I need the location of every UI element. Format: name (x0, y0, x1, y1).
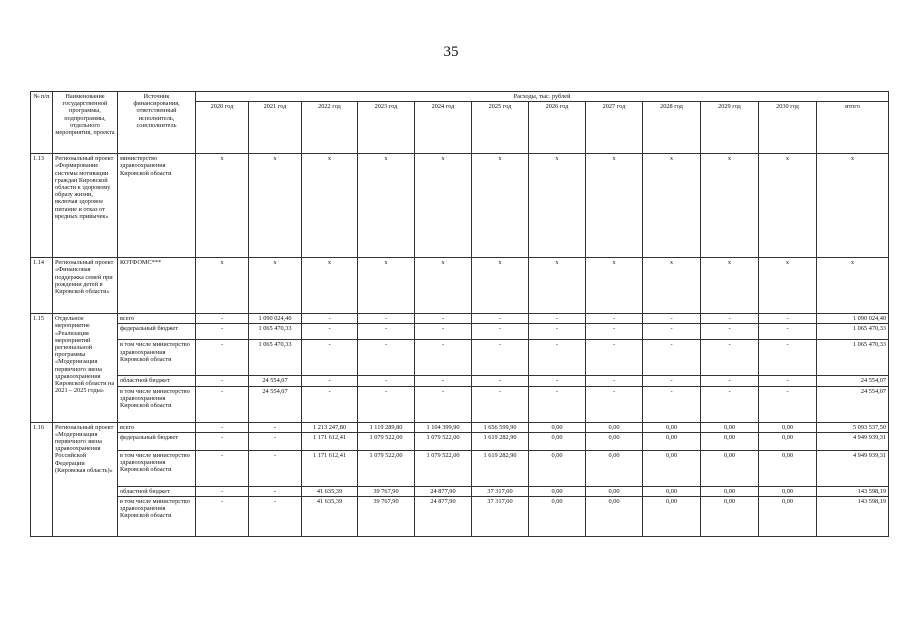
cell-value: - (196, 432, 249, 450)
cell-value: 1 171 612,41 (302, 432, 358, 450)
cell-value: x (249, 258, 302, 314)
cell-value: - (302, 340, 358, 376)
cell-value: x (529, 258, 586, 314)
cell-value: x (472, 154, 529, 258)
cell-value: 0,00 (643, 432, 701, 450)
cell-value: 41 635,39 (302, 486, 358, 496)
cell-value: - (701, 376, 759, 386)
cell-value: x (759, 258, 817, 314)
cell-value: x (643, 258, 701, 314)
cell-value: - (586, 314, 643, 324)
cell-value: - (472, 324, 529, 340)
cell-value: - (358, 386, 415, 422)
cell-value: - (643, 340, 701, 376)
cell-value: - (643, 386, 701, 422)
cell-value: 1 171 612,41 (302, 450, 358, 486)
cell-value: 24 877,90 (415, 497, 472, 537)
cell-value: 0,00 (586, 497, 643, 537)
cell-value: 0,00 (643, 450, 701, 486)
header-year: 2030 год (759, 102, 817, 154)
cell-value: - (586, 376, 643, 386)
table-row (31, 432, 889, 450)
cell-value: - (415, 314, 472, 324)
cell-value: - (472, 386, 529, 422)
cell-value: x (643, 154, 701, 258)
cell-total: 143 598,19 (817, 486, 889, 496)
cell-value: x (586, 258, 643, 314)
cell-value: x (196, 258, 249, 314)
cell-value: - (643, 314, 701, 324)
budget-table (30, 91, 889, 537)
cell-value: 1 104 399,90 (415, 422, 472, 432)
row-source: в том числе министерство здравоохранения Кировской области (118, 497, 196, 537)
cell-value: - (701, 324, 759, 340)
cell-value: - (701, 314, 759, 324)
cell-total: 4 949 939,31 (817, 450, 889, 486)
table-row (31, 376, 889, 386)
cell-value: - (415, 386, 472, 422)
header-year: 2027 год (586, 102, 643, 154)
cell-value: - (415, 340, 472, 376)
cell-value: 1 079 522,00 (358, 450, 415, 486)
cell-value: 0,00 (586, 422, 643, 432)
cell-value: - (586, 340, 643, 376)
cell-value: 41 635,39 (302, 497, 358, 537)
table-row (31, 386, 889, 422)
cell-value: - (759, 314, 817, 324)
cell-value: - (759, 376, 817, 386)
table-row (31, 450, 889, 486)
cell-value: - (358, 314, 415, 324)
row-source: областной бюджет (118, 376, 196, 386)
table-row (31, 340, 889, 376)
cell-value: - (701, 386, 759, 422)
cell-value: - (472, 340, 529, 376)
row-number: 1.16 (31, 422, 53, 536)
cell-value: - (759, 340, 817, 376)
row-source: федеральный бюджет (118, 324, 196, 340)
cell-value: - (302, 314, 358, 324)
cell-value: 37 317,00 (472, 486, 529, 496)
cell-value: 0,00 (701, 486, 759, 496)
row-number: 1.13 (31, 154, 53, 258)
row-name: Отдельное мероприятие «Реализация мероприятий региональной программы «Модернизация первичного звена здравоохранения Кировской области на 2021 – 2025 годы» (53, 314, 118, 422)
row-source: в том числе министерство здравоохранения Кировской области (118, 450, 196, 486)
cell-value: 1 065 470,33 (249, 340, 302, 376)
cell-value: - (249, 450, 302, 486)
cell-value: - (759, 324, 817, 340)
cell-value: 0,00 (759, 486, 817, 496)
header-year: 2022 год (302, 102, 358, 154)
header-year: 2029 год (701, 102, 759, 154)
cell-value: x (196, 154, 249, 258)
cell-value: 0,00 (586, 450, 643, 486)
header-year: 2025 год (472, 102, 529, 154)
table-row (31, 258, 889, 314)
cell-value: 0,00 (529, 432, 586, 450)
cell-value: - (196, 497, 249, 537)
table-row (31, 324, 889, 340)
cell-value: - (196, 314, 249, 324)
cell-value: - (643, 324, 701, 340)
cell-value: 0,00 (529, 497, 586, 537)
header-source: Источник финансирования, ответственный исполнитель, соисполнитель (118, 92, 196, 154)
cell-value: - (415, 324, 472, 340)
cell-value: 0,00 (701, 450, 759, 486)
cell-value: 37 317,00 (472, 497, 529, 537)
cell-value: x (302, 258, 358, 314)
cell-value: 0,00 (701, 422, 759, 432)
cell-value: 1 079 522,00 (415, 450, 472, 486)
cell-value: - (249, 497, 302, 537)
header-year: 2023 год (358, 102, 415, 154)
cell-value: - (529, 386, 586, 422)
row-source: областной бюджет (118, 486, 196, 496)
cell-value: 24 554,07 (249, 376, 302, 386)
cell-value: 0,00 (586, 432, 643, 450)
cell-value: x (701, 154, 759, 258)
cell-value: - (586, 324, 643, 340)
cell-value: 0,00 (759, 432, 817, 450)
cell-value: 39 767,90 (358, 486, 415, 496)
cell-value: - (643, 376, 701, 386)
cell-value: x (701, 258, 759, 314)
cell-value: - (196, 486, 249, 496)
header-name: Наименование государственной программы, подпрограммы, отдельного мероприятия, проекта (53, 92, 118, 154)
cell-value: - (701, 340, 759, 376)
cell-value: - (302, 386, 358, 422)
cell-value: 1 079 522,00 (415, 432, 472, 450)
cell-value: 1 079 522,00 (358, 432, 415, 450)
cell-value: 1 656 599,90 (472, 422, 529, 432)
cell-value: x (358, 258, 415, 314)
row-source: в том числе министерство здравоохранения Кировской области (118, 386, 196, 422)
row-source: КОТФОМС*** (118, 258, 196, 314)
cell-value: - (358, 324, 415, 340)
row-source: всего (118, 422, 196, 432)
cell-total: 1 065 470,33 (817, 340, 889, 376)
row-source: в том числе министерство здравоохранения Кировской области (118, 340, 196, 376)
cell-value: - (358, 340, 415, 376)
cell-value: - (358, 376, 415, 386)
row-name: Региональный проект «Модернизация первичного звена здравоохранения Российской Федерации (Кировская область)» (53, 422, 118, 536)
cell-value: x (415, 154, 472, 258)
cell-value: - (249, 422, 302, 432)
table-row (31, 154, 889, 258)
row-number: 1.15 (31, 314, 53, 422)
table-row (31, 497, 889, 537)
cell-value: - (249, 432, 302, 450)
header-row-1 (31, 92, 889, 102)
cell-value: 1 619 282,90 (472, 432, 529, 450)
cell-value: 0,00 (759, 450, 817, 486)
cell-value: 0,00 (586, 486, 643, 496)
cell-value: 1 065 470,33 (249, 324, 302, 340)
cell-value: 0,00 (643, 422, 701, 432)
header-year: 2021 год (249, 102, 302, 154)
row-source: всего (118, 314, 196, 324)
cell-value: x (302, 154, 358, 258)
header-year: 2028 год (643, 102, 701, 154)
header-no: № п/п (31, 92, 53, 154)
cell-value: - (415, 376, 472, 386)
cell-value: 0,00 (759, 422, 817, 432)
header-expenses: Расходы, тыс. рублей (196, 92, 889, 102)
cell-total: x (817, 258, 889, 314)
cell-value: 1 119 289,80 (358, 422, 415, 432)
cell-total: 24 554,07 (817, 376, 889, 386)
cell-total: x (817, 154, 889, 258)
cell-value: x (358, 154, 415, 258)
row-name: Региональный проект «Формирование системы мотивации граждан Кировской области к здоровому образу жизни, включая здоровое питание и отказ от вредных привычек» (53, 154, 118, 258)
cell-value: - (302, 376, 358, 386)
cell-value: - (759, 386, 817, 422)
cell-value: - (196, 340, 249, 376)
cell-value: - (529, 314, 586, 324)
row-source: федеральный бюджет (118, 432, 196, 450)
cell-value: 1 619 282,90 (472, 450, 529, 486)
cell-value: 1 213 247,80 (302, 422, 358, 432)
cell-total: 5 093 537,50 (817, 422, 889, 432)
table-row (31, 486, 889, 496)
cell-value: - (529, 340, 586, 376)
cell-value: x (249, 154, 302, 258)
cell-value: 0,00 (529, 486, 586, 496)
cell-value: - (529, 376, 586, 386)
cell-value: 0,00 (701, 432, 759, 450)
cell-value: - (249, 486, 302, 496)
cell-value: - (196, 386, 249, 422)
page-number: 35 (443, 44, 459, 60)
table-row (31, 314, 889, 324)
cell-value: - (196, 324, 249, 340)
cell-value: x (415, 258, 472, 314)
cell-value: 24 877,90 (415, 486, 472, 496)
header-year: 2020 год (196, 102, 249, 154)
cell-value: - (586, 386, 643, 422)
row-number: 1.14 (31, 258, 53, 314)
cell-value: - (472, 376, 529, 386)
cell-value: - (302, 324, 358, 340)
cell-value: - (472, 314, 529, 324)
row-name: Региональный проект «Финансовая поддержка семей при рождении детей в Кировской области» (53, 258, 118, 314)
cell-total: 1 090 024,40 (817, 314, 889, 324)
cell-total: 4 949 939,31 (817, 432, 889, 450)
cell-value: - (196, 450, 249, 486)
cell-value: - (196, 376, 249, 386)
cell-total: 143 598,19 (817, 497, 889, 537)
cell-value: 1 090 024,40 (249, 314, 302, 324)
row-source: министерство здравоохранения Кировской области (118, 154, 196, 258)
cell-total: 1 065 470,33 (817, 324, 889, 340)
cell-value: 0,00 (643, 497, 701, 537)
cell-value: 39 767,90 (358, 497, 415, 537)
cell-value: x (472, 258, 529, 314)
cell-value: 0,00 (759, 497, 817, 537)
cell-value: 0,00 (529, 422, 586, 432)
cell-value: x (586, 154, 643, 258)
cell-value: x (759, 154, 817, 258)
cell-value: - (529, 324, 586, 340)
cell-value: 24 554,07 (249, 386, 302, 422)
header-year: 2024 год (415, 102, 472, 154)
table-row (31, 422, 889, 432)
cell-total: 24 554,07 (817, 386, 889, 422)
cell-value: x (529, 154, 586, 258)
cell-value: 0,00 (529, 450, 586, 486)
cell-value: 0,00 (701, 497, 759, 537)
header-total: итого (817, 102, 889, 154)
cell-value: 0,00 (643, 486, 701, 496)
cell-value: - (196, 422, 249, 432)
header-year: 2026 год (529, 102, 586, 154)
